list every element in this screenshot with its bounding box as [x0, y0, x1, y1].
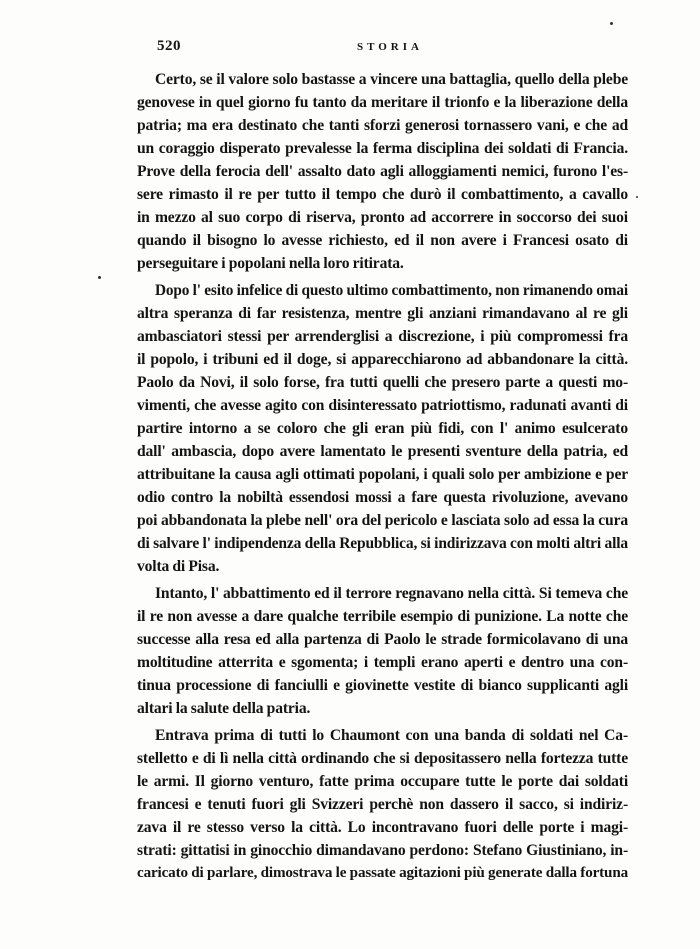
text-line: strati: gittatisi in ginocchio dimandavano perdono: Stefano Giustiniano, in-	[137, 842, 628, 859]
text-line: Dopo l' esito infelice di questo ultimo combattimento, non rimanendo omai	[155, 282, 628, 299]
running-title: STORIA	[357, 41, 423, 53]
text-line: patria; ma era destinato che tanti sforzi generosi tornassero vani, e che ad	[137, 117, 628, 134]
text-line: zava il re stesso verso la città. Lo incontravano fuori delle porte i magi-	[137, 819, 628, 836]
page-number: 520	[157, 38, 181, 54]
body-text	[137, 68, 628, 889]
text-line: un coraggio disperato prevalesse la ferma disciplina dei soldati di Francia.	[137, 140, 628, 157]
paragraph-2	[137, 279, 628, 578]
text-line: altra speranza di far resistenza, mentre gli anziani rimandavano al re gli	[137, 305, 628, 322]
text-line: odio contro la nobiltà essendosi mossi a fare questa rivoluzione, avevano	[137, 489, 628, 506]
ink-speck	[636, 196, 638, 198]
text-line: Certo, se il valore solo bastasse a vincere una battaglia, quello della plebe	[155, 71, 628, 88]
ink-speck	[610, 22, 613, 25]
ink-speck	[98, 276, 101, 279]
text-line: in mezzo al suo corpo di riserva, pronto ad accorrere in soccorso dei suoi	[137, 209, 628, 226]
text-line: attribuitane la causa agli ottimati popolani, i quali solo per ambizione e per	[137, 466, 628, 483]
text-line: Prove della ferocia dell' assalto dato agli alloggiamenti nemici, furono l'es-	[137, 163, 628, 180]
text-line: Paolo da Novi, il solo forse, fra tutti quelli che presero parte a questi mo-	[137, 374, 628, 391]
text-line: di salvare l' indipendenza della Repubblica, si indirizzava con molti altri alla	[137, 535, 628, 552]
text-line: il re non avesse a dare qualche terribile esempio di punizione. La notte che	[137, 608, 628, 625]
text-line: quando il bisogno lo avesse richiesto, ed il non avere i Francesi osato di	[137, 232, 628, 249]
text-line: partire intorno a se coloro che gli eran più fidi, con l' animo esulcerato	[137, 420, 628, 437]
text-line: tinua processione di fanciulli e giovinette vestite di bianco supplicanti agli	[137, 677, 628, 694]
text-line: genovese in quel giorno fu tanto da meritare il trionfo e la liberazione della	[137, 94, 628, 111]
text-line: caricato di parlare, dimostrava le passate agitazioni più generate dalla fortuna	[137, 865, 628, 881]
paragraph-3	[137, 582, 628, 720]
text-line: Entrava prima di tutti lo Chaumont con una banda di soldati nel Ca-	[155, 727, 628, 744]
text-line: vimenti, che avesse agito con disinteressato patriottismo, radunati avanti di	[137, 397, 628, 414]
text-line: il popolo, i tribuni ed il doge, si apparecchiarono ad abbandonare la città.	[137, 351, 628, 368]
text-line: volta di Pisa.	[137, 558, 220, 575]
text-line: stelletto e di lì nella città ordinando che si depositassero nella fortezza tutte	[137, 750, 628, 767]
text-line: francesi e tenuti fuori gli Svizzeri perchè non dassero il sacco, si indiriz-	[137, 796, 628, 813]
text-line: perseguitare i popolani nella loro ritirata.	[137, 255, 404, 272]
running-head	[157, 38, 625, 58]
text-line: dall' ambascia, dopo avere lamentato le presenti sventure della patria, ed	[137, 443, 628, 460]
paragraph-1	[137, 68, 628, 275]
text-line: le armi. Il giorno venturo, fatte prima occupare tutte le porte dai soldati	[137, 773, 628, 790]
text-line: moltitudine atterrita e sgomenta; i templi erano aperti e dentro una con-	[137, 654, 628, 671]
text-line: successe alla resa ed alla partenza di Paolo le strade formicolavano di una	[137, 631, 628, 648]
text-line: altari la salute della patria.	[137, 700, 311, 717]
text-line: ambasciatori stessi per arrenderglisi a discrezione, i più compromessi fra	[137, 328, 628, 345]
text-line: Intanto, l' abbattimento ed il terrore regnavano nella città. Si temeva che	[155, 585, 628, 602]
text-line: poi abbandonata la plebe nell' ora del pericolo e lasciata solo ad essa la cura	[137, 512, 628, 529]
paragraph-4	[137, 724, 628, 885]
text-line: sere rimasto il re per tutto il tempo che durò il combattimento, a cavallo	[137, 186, 628, 203]
